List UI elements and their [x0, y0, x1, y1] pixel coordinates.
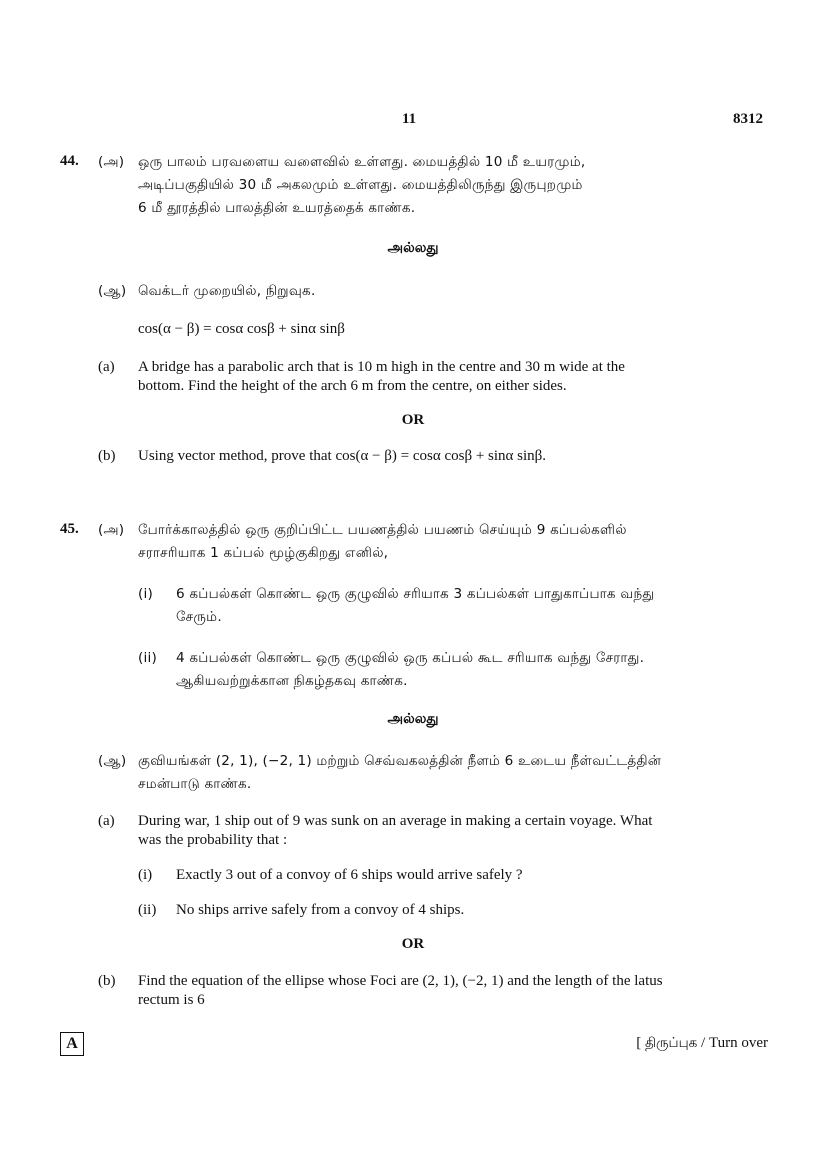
q44-a-tamil-line: அடிப்பகுதியில் 30 மீ அகலமும் உள்ளது. மையத்திலிருந்து இருபுறமும்: [138, 177, 583, 193]
q45-ii-tamil-text: [176, 647, 730, 693]
q45-b-text: [138, 972, 730, 1010]
q45-ii-tamil-line: 4 கப்பல்கள் கொண்ட ஒரு குழுவில் ஒரு கப்பல் கூட சரியாக வந்து சேராது.: [176, 650, 645, 666]
q44-a-tamil-text: [138, 151, 730, 220]
q44-b-text: Using vector method, prove that cos(α − β) = cosα cosβ + sinα sinβ.: [138, 448, 547, 464]
q44-formula: cos(α − β) = cosα cosβ + sinα sinβ: [138, 321, 345, 337]
q45-b-line: rectum is 6: [138, 992, 205, 1008]
q44-a-label: (a): [98, 359, 115, 375]
q45-a-text: [138, 812, 730, 850]
q45-a-tamil-line: போர்க்காலத்தில் ஒரு குறிப்பிட்ட பயணத்தில் பயணம் செய்யும் 9 கப்பல்களில்: [138, 522, 627, 538]
q45-eii-label: (ii): [138, 902, 157, 918]
q45-b-label: (b): [98, 973, 116, 989]
paper-code: 8312: [733, 111, 763, 127]
q45-b-tamil-label: (ஆ): [98, 753, 127, 769]
q45-a-tamil-text: [138, 519, 730, 565]
q45-b-tamil-line: சமன்பாடு காண்க.: [138, 776, 252, 792]
q45-i-tamil-line: 6 கப்பல்கள் கொண்ட ஒரு குழுவில் சரியாக 3 கப்பல்கள் பாதுகாப்பாக வந்து: [176, 586, 655, 602]
q45-i-label: (i): [138, 586, 153, 602]
turn-over-bracket: [: [636, 1035, 642, 1051]
q45-i-tamil-text: [176, 583, 730, 629]
q45-eii-text: No ships arrive safely from a convoy of 4 ships.: [176, 902, 465, 918]
q44-a-text: [138, 358, 730, 396]
q45-b-line: Find the equation of the ellipse whose Foci are (2, 1), (−2, 1) and the length of the latus: [138, 973, 663, 989]
q45-b-tamil-line: குவியங்கள் (2, 1), (−2, 1) மற்றும் செவ்வகலத்தின் நீளம் 6 உடைய நீள்வட்டத்தின்: [138, 753, 662, 769]
q44-a-tamil-line: ஒரு பாலம் பரவளைய வளைவில் உள்ளது. மையத்தில் 10 மீ உயரமும்,: [138, 154, 586, 170]
page-number: 11: [402, 111, 417, 127]
q45-a-tamil-label: (அ): [98, 522, 125, 538]
q45-i-tamil-line: சேரும்.: [176, 609, 222, 625]
q44-a-tamil-label: (அ): [98, 154, 125, 170]
q45-ei-label: (i): [138, 867, 153, 883]
q45-a-tamil-line: சராசரியாக 1 கப்பல் மூழ்குகிறது எனில்,: [138, 545, 389, 561]
set-code-stamp: A: [60, 1032, 84, 1056]
turn-over-note: [636, 1035, 768, 1053]
or-english-44: OR: [401, 412, 425, 428]
q44-a-tamil-line: 6 மீ தூரத்தில் பாலத்தின் உயரத்தைக் காண்க.: [138, 200, 416, 216]
turn-over-english: / Turn over: [701, 1035, 768, 1051]
turn-over-tamil: திருப்புக: [644, 1035, 698, 1051]
q45-ei-text: Exactly 3 out of a convoy of 6 ships would arrive safely ?: [176, 867, 523, 883]
q45-a-line: was the probability that :: [138, 832, 288, 848]
q44-b-tamil-label: (ஆ): [98, 283, 127, 299]
q44-b-label: (b): [98, 448, 116, 464]
or-tamil-44: அல்லது: [387, 240, 439, 256]
q45-ii-label: (ii): [138, 650, 157, 666]
question-45-number: 45.: [60, 521, 79, 537]
q44-a-line: bottom. Find the height of the arch 6 m from the centre, on either sides.: [138, 378, 567, 394]
or-tamil-45: அல்லது: [387, 711, 439, 727]
q45-a-label: (a): [98, 813, 115, 829]
q45-b-tamil-text: [138, 750, 730, 796]
q45-a-line: During war, 1 ship out of 9 was sunk on an average in making a certain voyage. What: [138, 813, 653, 829]
q45-ii-tamil-line: ஆகியவற்றுக்கான நிகழ்தகவு காண்க.: [176, 673, 408, 689]
q44-a-line: A bridge has a parabolic arch that is 10 m high in the centre and 30 m wide at the: [138, 359, 625, 375]
or-english-45: OR: [401, 936, 425, 952]
question-44-number: 44.: [60, 153, 79, 169]
q44-b-tamil-text: வெக்டர் முறையில், நிறுவுக.: [138, 283, 316, 299]
